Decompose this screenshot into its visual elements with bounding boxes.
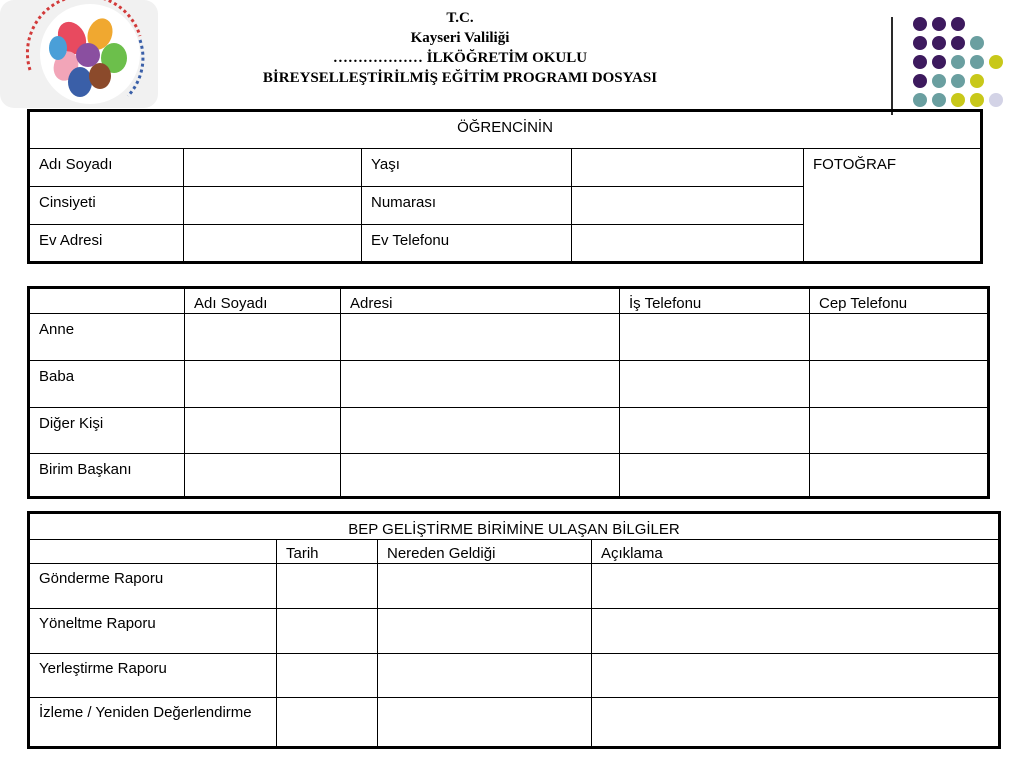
bep-cell[interactable] — [277, 609, 378, 654]
bep-row-label: Gönderme Raporu — [29, 564, 277, 609]
bep-cell[interactable] — [592, 698, 1000, 748]
decorative-dots — [913, 17, 1013, 107]
header-line-3: ……………… İLKÖĞRETİM OKULU — [332, 50, 588, 66]
dot — [913, 17, 927, 31]
student-info-table — [27, 109, 983, 264]
family-row-label: Anne — [29, 314, 185, 361]
student-address-label: Ev Adresi — [29, 225, 184, 263]
dot — [970, 74, 984, 88]
family-cell[interactable] — [620, 408, 810, 454]
family-cell[interactable] — [810, 361, 989, 408]
bep-cell[interactable] — [277, 564, 378, 609]
family-cell[interactable] — [341, 314, 620, 361]
dot — [951, 55, 965, 69]
family-cell[interactable] — [185, 314, 341, 361]
bep-cell[interactable] — [378, 698, 592, 748]
header-line-2: Kayseri Valiliği — [410, 30, 510, 46]
bep-cell[interactable] — [378, 564, 592, 609]
student-name-field[interactable] — [184, 149, 362, 187]
logo — [0, 0, 158, 108]
family-row-label: Diğer Kişi — [29, 408, 185, 454]
dot — [970, 55, 984, 69]
student-gender-label: Cinsiyeti — [29, 187, 184, 225]
dot — [913, 36, 927, 50]
family-cell[interactable] — [341, 454, 620, 498]
family-cell[interactable] — [620, 454, 810, 498]
student-gender-field[interactable] — [184, 187, 362, 225]
family-cell[interactable] — [341, 361, 620, 408]
dot — [951, 93, 965, 107]
dot — [932, 55, 946, 69]
dot — [913, 55, 927, 69]
student-phone-field[interactable] — [572, 225, 804, 263]
bep-header-source: Nereden Geldiği — [378, 540, 592, 564]
student-number-field[interactable] — [572, 187, 804, 225]
photo-box[interactable]: FOTOĞRAF — [804, 149, 982, 263]
bep-row-label: Yöneltme Raporu — [29, 609, 277, 654]
student-phone-label: Ev Telefonu — [362, 225, 572, 263]
bep-row-label: Yerleştirme Raporu — [29, 654, 277, 698]
bep-header-blank — [29, 540, 277, 564]
header-line-1: T.C. — [446, 10, 474, 26]
dot — [932, 93, 946, 107]
dot — [951, 74, 965, 88]
dot — [932, 74, 946, 88]
family-row-label: Baba — [29, 361, 185, 408]
family-header-address: Adresi — [341, 288, 620, 314]
bep-header-description: Açıklama — [592, 540, 1000, 564]
dot — [932, 17, 946, 31]
bep-cell[interactable] — [277, 654, 378, 698]
family-header-blank — [29, 288, 185, 314]
family-cell[interactable] — [185, 408, 341, 454]
dot — [970, 93, 984, 107]
bep-info-table — [27, 511, 1001, 749]
family-header-mobile-phone: Cep Telefonu — [810, 288, 989, 314]
bep-cell[interactable] — [378, 654, 592, 698]
family-cell[interactable] — [341, 408, 620, 454]
family-cell[interactable] — [810, 314, 989, 361]
family-cell[interactable] — [185, 454, 341, 498]
dot — [951, 17, 965, 31]
student-age-field[interactable] — [572, 149, 804, 187]
bep-cell[interactable] — [592, 609, 1000, 654]
bep-cell[interactable] — [592, 564, 1000, 609]
bep-cell[interactable] — [277, 698, 378, 748]
family-cell[interactable] — [620, 361, 810, 408]
family-header-work-phone: İş Telefonu — [620, 288, 810, 314]
family-cell[interactable] — [810, 454, 989, 498]
bep-row-label: İzleme / Yeniden Değerlendirme — [29, 698, 277, 748]
header-line-4: BİREYSELLEŞTİRİLMİŞ EĞİTİM PROGRAMI DOSYASI — [262, 70, 658, 86]
dot — [913, 93, 927, 107]
family-row-label: Birim Başkanı — [29, 454, 185, 498]
dot — [913, 74, 927, 88]
student-number-label: Numarası — [362, 187, 572, 225]
family-header-name: Adı Soyadı — [185, 288, 341, 314]
divider-line — [891, 17, 893, 115]
document-header — [180, 8, 740, 88]
student-name-label: Adı Soyadı — [29, 149, 184, 187]
family-cell[interactable] — [185, 361, 341, 408]
bep-header-date: Tarih — [277, 540, 378, 564]
student-section-title: ÖĞRENCİNİN — [29, 111, 982, 149]
dot — [951, 36, 965, 50]
student-address-field[interactable] — [184, 225, 362, 263]
family-cell[interactable] — [620, 314, 810, 361]
student-age-label: Yaşı — [362, 149, 572, 187]
bep-cell[interactable] — [592, 654, 1000, 698]
dot — [932, 36, 946, 50]
bep-cell[interactable] — [378, 609, 592, 654]
bep-section-title: BEP GELİŞTİRME BİRİMİNE ULAŞAN BİLGİLER — [29, 513, 1000, 540]
family-cell[interactable] — [810, 408, 989, 454]
family-info-table — [27, 286, 990, 499]
dot — [989, 55, 1003, 69]
dot — [970, 36, 984, 50]
dot — [989, 93, 1003, 107]
